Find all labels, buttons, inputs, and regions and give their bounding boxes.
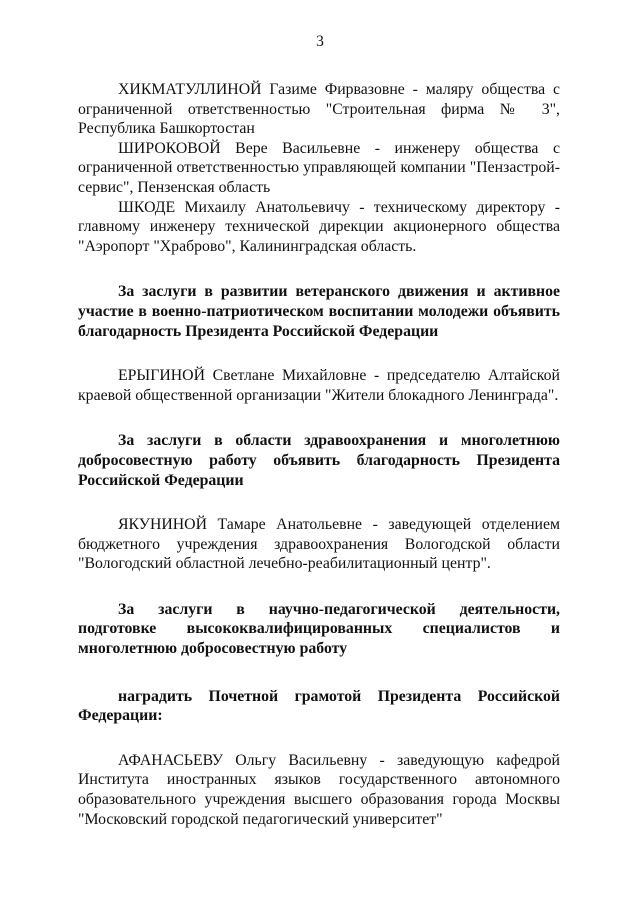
section-heading-veterans: За заслуги в развитии ветеранского движения и активное участие в военно-патриотическом воспитании молодежи объявить благодарность Президента Российской Федерации [78, 283, 560, 340]
page-number: 3 [316, 33, 324, 50]
document-body [78, 80, 560, 829]
award-entry-erygina: ЕРЫГИНОЙ Светлане Михайловне - председателю Алтайской краевой общественной организации "Жители блокадного Ленинграда". [78, 367, 560, 404]
section-heading-healthcare: За заслуги в области здравоохранения и многолетнюю добросовестную работу объявить благодарность Президента Российской Федерации [78, 432, 560, 489]
award-entry-afanasyeva: АФАНАСЬЕВУ Ольгу Васильевну - заведующую кафедрой Института иностранных языков государственного автономного образовательного учреждения высшего образования города Москвы "Московский городской педагогический университет" [78, 751, 560, 828]
award-entry-shirokova: ШИРОКОВОЙ Вере Васильевне - инженеру общества с ограниченной ответственностью управляющей компании "Пензастрой-сервис", Пензенская область [78, 139, 560, 196]
section-heading-diploma: наградить Почетной грамотой Президента Российской Федерации: [78, 687, 560, 725]
award-entry-shkoda: ШКОДЕ Михаилу Анатольевичу - техническому директору - главному инженеру технической дирекции акционерного общества "Аэропорт "Храброво", Калининградская область. [78, 198, 560, 255]
award-entry-khikmatullina: ХИКМАТУЛЛИНОЙ Газиме Фирвазовне - маляру общества с ограниченной ответственностью "Строительная фирма № 3", Республика Башкортостан [78, 81, 560, 138]
section-heading-education: За заслуги в научно-педагогической деятельности, подготовке высококвалифицированных специалистов и многолетнюю добросовестную работу [78, 600, 560, 658]
award-entry-yakunina: ЯКУНИНОЙ Тамаре Анатольевне - заведующей отделением бюджетного учреждения здравоохранения Вологодской области "Вологодский областной лечебно-реабилитационный центр". [78, 516, 560, 573]
